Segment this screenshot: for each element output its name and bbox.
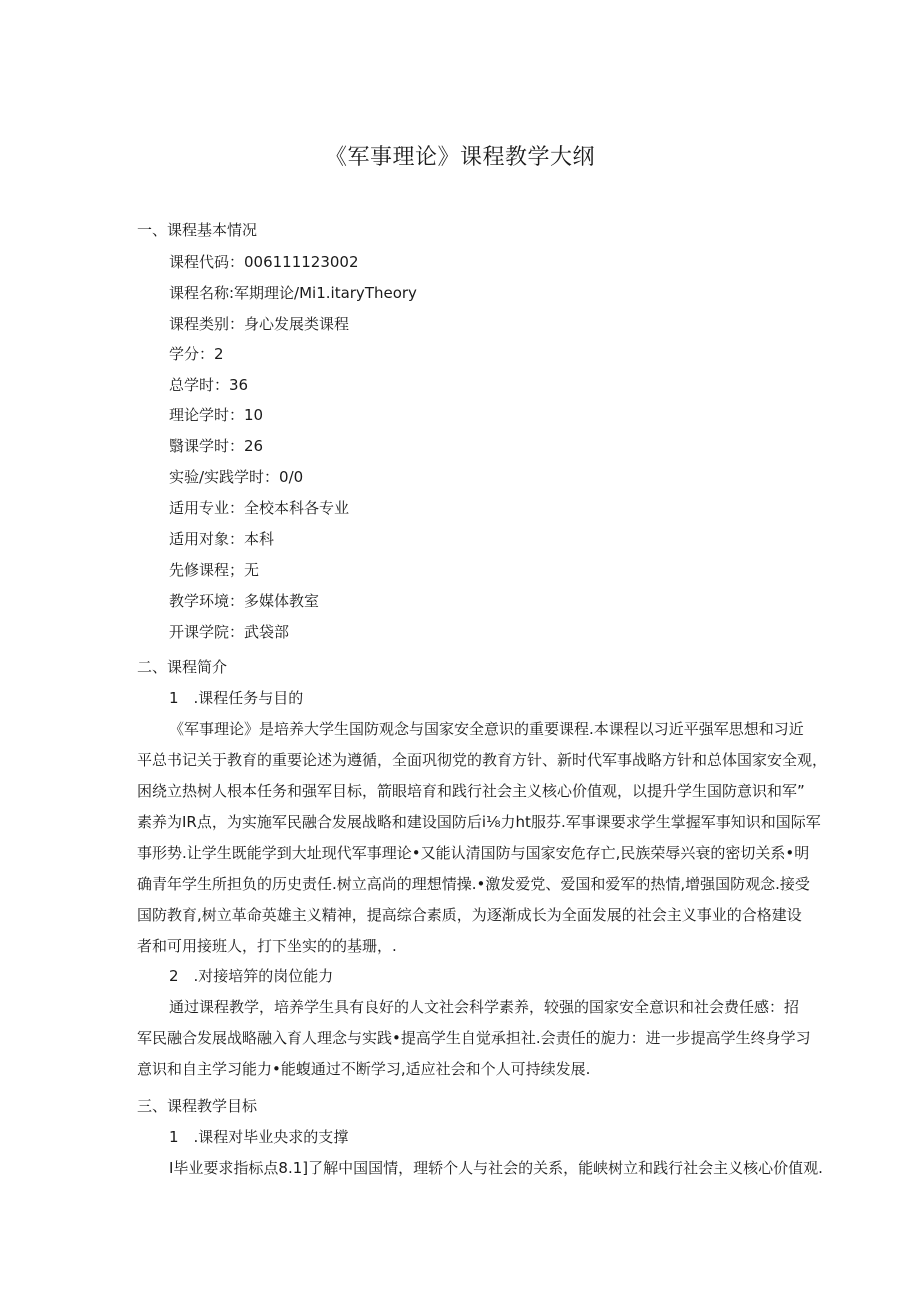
paragraph-line: 者和可用接班人，打下坐实的的基珊，. <box>137 937 397 955</box>
info-environment: 教学环境：多媒体教室 <box>169 592 320 610</box>
subheading-task-purpose: 1 .课程任务与目的 <box>169 689 304 707</box>
paragraph-line: 意识和自主学习能力•能蝮通过不断学习,适应社会和个人可持续发展. <box>137 1060 591 1078</box>
info-majors: 适用专业：全校本科各专业 <box>169 499 350 517</box>
info-audience: 适用对象：本科 <box>169 530 275 548</box>
info-total-hours: 总学时：36 <box>169 376 249 394</box>
paragraph-task-purpose <box>137 714 828 962</box>
section-heading-objectives: 三、课程教学目标 <box>137 1097 258 1115</box>
info-credits: 学分：2 <box>169 345 224 363</box>
paragraph-line: 《军事理论》是培养大学生国防观念与国家安全意识的重要课程.本课程以习近平强军思想和习近 <box>169 720 804 738</box>
info-prerequisites: 先修课程；无 <box>169 561 260 579</box>
paragraph-line: 平总书记关于教育的重要论述为遵循，全面巩彻党的教育方针、新时代军事战略方针和总体国家安全观， <box>137 751 828 769</box>
paragraph-line: 军民融合发展战略融入育人理念与实践•提高学生自觉承担社.会责任的旎力：进一步提高学生终身学习 <box>137 1029 811 1047</box>
subheading-job-abilities: 2 .对接培笄的岗位能力 <box>169 967 334 985</box>
info-theory-hours: 理论学时：10 <box>169 406 264 424</box>
paragraph-line: 事形势.让学生既能学到大址现代军事理论•又能认清国防与国家安危存亡,民族荣辱兴衰的密切关系•明 <box>137 844 810 862</box>
section-heading-intro: 二、课程简介 <box>137 658 228 676</box>
paragraph-line: 困绕立热树人根本任务和强军目标，箭眼培育和践行社会主义核心价值观，以提升学生国防意识和军” <box>137 782 805 800</box>
info-course-name: 课程名称:军期理论/Mi1.itaryTheory <box>169 284 417 302</box>
info-college: 开课学院：武袋部 <box>169 623 290 641</box>
document-title: 《军事理论》课程教学大纲 <box>324 145 595 170</box>
section-heading-basic-info: 一、课程基本情况 <box>137 221 258 239</box>
info-course-code: 课程代码：006111123002 <box>169 253 359 271</box>
info-course-category: 课程类别：身心发展类课程 <box>169 315 350 333</box>
subheading-graduation-support: 1 .课程对毕业央求的支撑 <box>169 1128 349 1146</box>
paragraph-line: 通过课程教学，培养学生具有良好的人文社会科学素养，较强的国家安全意识和社会费任感：招 <box>169 998 800 1016</box>
info-lab-hours: 实验/实践学时：0/0 <box>169 468 304 486</box>
paragraph-job-abilities <box>137 992 825 1085</box>
info-lecture-hours: 翳课学时：26 <box>169 437 264 455</box>
paragraph-graduation-support <box>137 1153 825 1184</box>
paragraph-line: I毕业要求指标点8.1]了解中国国情，理轿个人与社会的关系，能峡树立和践行社会主义核心价值观. <box>169 1159 823 1177</box>
paragraph-line: 国防教育,树立革命英雄主义精神，提高综合素质，为逐渐成长为全面发展的社会主义事业的合格建设 <box>137 906 802 924</box>
paragraph-line: 确青年学生所担负的历史责任.树立高尚的理想情操.•激发爱党、爱国和爱军的热情,增强国防观念.接受 <box>137 875 810 893</box>
paragraph-line: 素养为IR点，为实施军民融合发展战略和建设国防后i⅛力ht服芬.军事课要求学生掌握军事知识和国际军 <box>137 813 821 831</box>
